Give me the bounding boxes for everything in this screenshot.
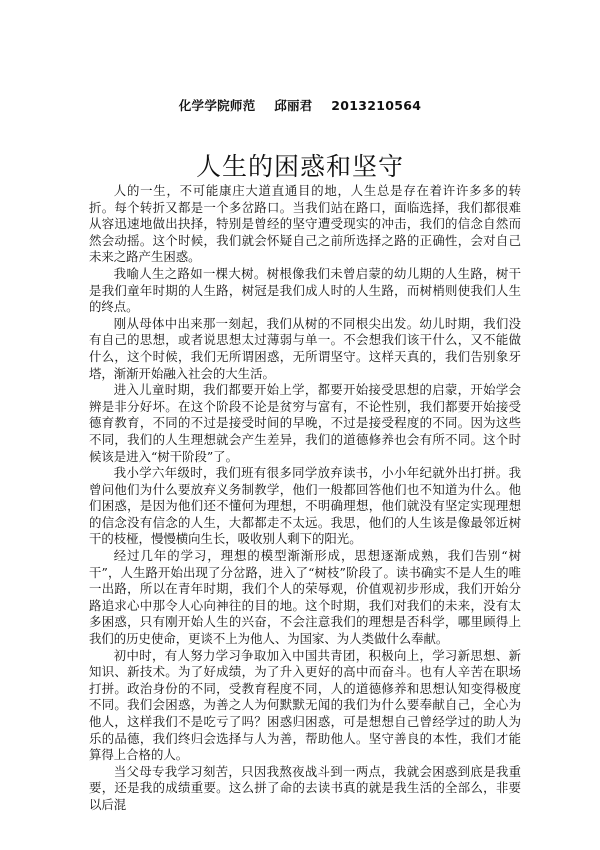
author-byline	[0, 96, 600, 114]
author-name: 邱丽君	[274, 98, 313, 113]
paragraph: 我小学六年级时，我们班有很多同学放弃读书，小小年纪就外出打拼。我曾问他们为什么要放弃义务制教学，他们一般都回答他们也不知道为什么。他们困惑，是因为他们还不懂何为理想，不明确理想，他们就没有坚定实现理想的信念没有信念的人生，大都都走不太远。我思，他们的人生该是像最邻近树干的枝桠，慢慢横向生长，吸收别人剩下的阳光。	[89, 465, 521, 547]
paragraph: 当父母专我学习刻苦，只因我熬夜战斗到一两点，我就会困惑到底是我重要，还是我的成绩重要。这么拼了命的去读书真的就是我生活的全部么，非要以后混	[89, 763, 521, 812]
student-id: 2013210564	[331, 98, 422, 113]
department: 化学学院师范	[178, 98, 256, 113]
article-body	[89, 183, 521, 814]
paragraph: 我喻人生之路如一棵大树。树根像我们未曾启蒙的幼儿期的人生路，树干是我们童年时期的人生路，树冠是我们成人时的人生路，而树梢则使我们人生的终点。	[89, 265, 521, 315]
article-title: 人生的困惑和坚守	[195, 152, 404, 181]
paragraph: 进入儿童时期，我们都要开始上学，都要开始接受思想的启蒙，开始学会辨是非分好坏。在这个阶段不论是贫穷与富有，不论性别，我们都要开始接受德育教育，不同的不过是接受时间的早晚，不过是接受程度的不同。因为这些不同，我们的人生理想就会产生差异，我们的道德修养也会有所不同。这个时候该是进入“树干阶段”了。	[89, 382, 521, 464]
paragraph: 初中时，有人努力学习争取加入中国共青团，积极向上，学习新思想、新知识、新技术。为了好成绩，为了升入更好的高中而奋斗。也有人辛苦在职场打拼。政治身份的不同，受教育程度不同，人的道德修养和思想认知变得极度不同。我们会困惑，为善之人为何默默无闻的我们为什么要奉献自己，全心为他人，这样我们不是吃亏了吗？困惑归困惑，可是想想自己曾经学过的助人为乐的品德，我们终归会选择与人为善，帮助他人。坚守善良的本性，我们才能算得上合格的人。	[89, 647, 521, 763]
paragraph: 经过几年的学习，理想的模型渐渐形成，思想逐渐成熟，我们告别“树干”，人生路开始出现了分岔路，进入了“树枝”阶段了。读书确实不是人生的唯一出路，所以在青年时期，我们个人的荣辱观，价值观初步形成，我们开始分路追求心中那令人心向神往的目的地。这个时期，我们对我们的未来，没有太多困惑，只有刚开始人生的兴奋，不会注意我们的理想是否科学，哪里顾得上我们的历史使命，更谈不上为他人、为国家、为人类做什么奉献。	[89, 548, 521, 647]
paragraph: 人的一生，不可能康庄大道直通目的地，人生总是存在着许许多多的转折。每个转折又都是一个多岔路口。当我们站在路口，面临选择，我们都很难从容迅速地做出抉择，特别是曾经的坚守遭受现实的冲击，我们的信念自然而然会动摇。这个时候，我们就会怀疑自己之前所选择之路的正确性，会对自己未来之路产生困惑。	[89, 183, 521, 265]
paragraph: 刚从母体中出来那一刻起，我们从树的不同根尖出发。幼儿时期，我们没有自己的思想，或者说思想太过薄弱与单一。不会想我们该干什么，又不能做什么，这个时候，我们无所谓困惑，无所谓坚守。这样天真的，我们告别象牙塔，渐渐开始融入社会的大生活。	[89, 315, 521, 381]
